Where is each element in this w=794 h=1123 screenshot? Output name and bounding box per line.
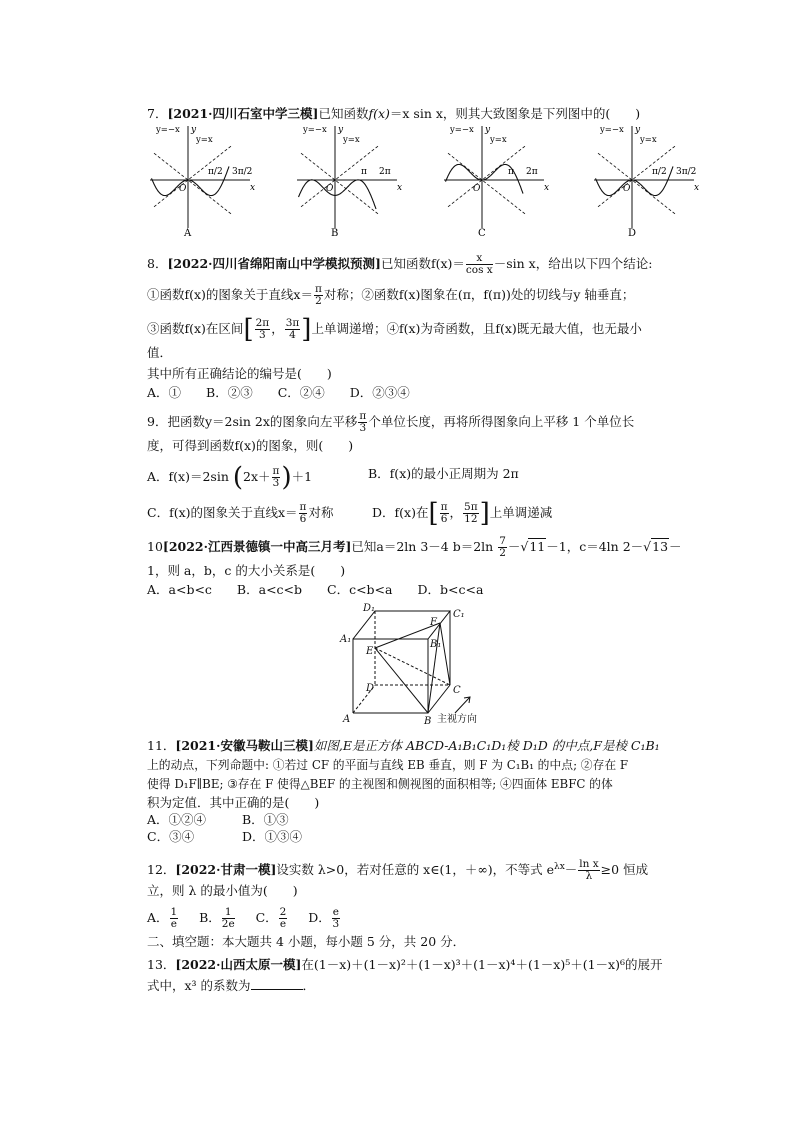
q9-option-d: D．f(x)在[ $\frac{\pi}{6}$ ， $\frac{5\pi}{12}$ ]上单调递减 xyxy=(372,498,553,529)
q11-option-c: C．③④ xyxy=(147,829,195,844)
label-y-neg-x: y=−x xyxy=(600,125,624,135)
cube-hidden-ec xyxy=(375,648,450,685)
graph-a xyxy=(150,125,255,239)
cube-label-c1: C₁ xyxy=(453,609,465,620)
label-y-x: y=x xyxy=(196,135,213,145)
graph-label: A xyxy=(184,228,192,239)
q9-stem-2: 度，可得到函数f(x)的图象，则( ) xyxy=(147,438,354,453)
q11-option-a: A．①②④ xyxy=(147,812,207,827)
q13-stem: 13．[2022·山西太原一模]在(1－x)＋(1－x)²＋(1－x)³＋(1－x)⁴＋(1－x)⁵＋(1－x)⁶的展开 xyxy=(147,957,663,972)
cube-label-a1: A₁ xyxy=(340,634,352,645)
answer-blank[interactable] xyxy=(251,979,303,990)
tick-1: π/2 xyxy=(652,167,667,177)
cube-label-d1: D₁ xyxy=(363,603,376,614)
graph-label: B xyxy=(331,228,339,239)
cube-label-f: F xyxy=(430,617,437,628)
label-origin: O xyxy=(179,184,187,194)
q8-claim-3-4: ③函数f(x)在区间[ $\frac{2\pi}{3}$ ， $\frac{3\pi}{4}$ ]上单调递增；④f(x)为奇函数，且f(x)既无最大值，也无最小 xyxy=(147,314,642,345)
q9-option-c: C．f(x)的图象关于直线x＝ $\frac{\pi}{6}$ 对称 xyxy=(147,501,334,525)
q11-line-2: 上的动点，下列命题中: ①若过 CF 的平面与直线 EB 垂直，则 F 为 C₁B₁ 的中点; ②存在 F xyxy=(147,758,629,772)
q8-fraction: $\frac{x}{\text{cos x}}$ xyxy=(465,252,493,276)
cube-line-eb xyxy=(375,648,428,713)
tick-1: π/2 xyxy=(208,167,223,177)
q8-claim-1-2: ①函数f(x)的图象关于直线x＝ $\frac{\pi}{2}$ 对称；②函数f(x)图象在(π，f(π))处的切线与y 轴垂直； xyxy=(147,283,635,307)
tick-2: 2π xyxy=(379,167,391,177)
label-y-x: y=x xyxy=(640,135,657,145)
label-y: y xyxy=(191,125,197,135)
q11-line-1: 11．[2021·安徽马鞍山三模]如图,E是正方体 ABCD-A₁B₁C₁D₁棱 D₁D 的中点,F是棱 C₁B₁ xyxy=(147,738,660,753)
cube-label-direction: 主视方向 xyxy=(437,714,477,725)
line-y-x xyxy=(301,145,379,206)
q12-options: A． $\frac{1}{e}$ B． $\frac{1}{2e}$ C． $\frac{2}{e}$ D． $\frac{e}{3}$ xyxy=(147,906,340,930)
label-y-neg-x: y=−x xyxy=(156,125,180,135)
q11-line-4: 积为定值．其中正确的是( ) xyxy=(147,795,320,810)
label-origin: O xyxy=(623,184,631,194)
tick-2: 2π xyxy=(526,167,538,177)
q7-graphs xyxy=(0,120,794,239)
q9-option-b: B．f(x)的最小正周期为 2π xyxy=(368,466,519,481)
cube-label-b: B xyxy=(424,716,432,727)
graph-c xyxy=(444,125,549,239)
label-origin: O xyxy=(473,184,481,194)
q9-option-a: A．f(x)＝2sin (2x＋ $\frac{\pi}{3}$ )＋1 xyxy=(147,462,313,493)
graph-b xyxy=(297,125,402,239)
q10-options: A．a<b<c B．a<c<b C．c<b<a D．b<c<a xyxy=(147,582,484,597)
view-direction-arrow xyxy=(455,697,470,713)
tick-1: π xyxy=(508,167,514,177)
label-x: x xyxy=(544,183,550,193)
label-origin: O xyxy=(326,184,334,194)
graph-d xyxy=(594,125,699,239)
cube-line-fc xyxy=(440,623,450,685)
line-y-neg-x xyxy=(301,153,379,214)
q12-stem-2: 立，则 λ 的最小值为( ) xyxy=(147,883,298,898)
graph-label: D xyxy=(628,228,637,239)
q8-options: A．① B．②③ C．②④ D．②③④ xyxy=(147,385,410,400)
curve xyxy=(299,180,377,209)
tick-2: 3π/2 xyxy=(232,167,253,177)
q12-stem: 12．[2022·甘肃一模]设实数 λ>0，若对任意的 x∈(1，＋∞)，不等式 $e^{\lambda x}-$ $\frac{\text{ln x}}{\lambda}$ ≥0 恒成 xyxy=(147,858,649,883)
line-y-neg-x xyxy=(448,153,526,214)
label-y-neg-x: y=−x xyxy=(303,125,327,135)
q13-stem-2: 式中，x³ 的系数为 ． xyxy=(147,978,316,993)
cube-label-d: D xyxy=(366,683,375,694)
q11-option-b: B．①③ xyxy=(242,812,289,827)
label-y-x: y=x xyxy=(490,135,507,145)
cube-label-a: A xyxy=(343,714,351,725)
line-y-neg-x xyxy=(154,153,232,214)
q10-stem: 10[2022·江西景德镇一中高三月考]已知a＝2ln 3－4 b＝2ln $\frac{7}{2}$ －√11－1，c＝4ln 2－√13－ xyxy=(147,535,682,559)
cube-figure xyxy=(0,600,794,730)
q11-option-d: D．①③④ xyxy=(242,829,303,844)
cube-label-e: E xyxy=(366,646,374,657)
q8-claim-end: 值． xyxy=(147,345,173,360)
cube-front-face xyxy=(353,639,428,713)
q8-ask: 其中所有正确结论的编号是( ) xyxy=(147,366,332,381)
label-y: y xyxy=(635,125,641,135)
q7-stem: 7．[2021·四川石室中学三模]已知函数f(x)＝x sin x，则其大致图象是下列图中的( ) xyxy=(147,106,641,121)
q8-stem: 8．[2022·四川省绵阳南山中学模拟预测]已知函数f(x)＝ $\frac{x}{\text{cos x}}$ －sin x，给出以下四个结论: xyxy=(147,252,653,276)
q11-line-3: 使得 D₁F∥BE; ③存在 F 使得△BEF 的主视图和侧视图的面积相等; ④四面体 EBFC 的体 xyxy=(147,777,613,791)
graph-label: C xyxy=(478,228,486,239)
tick-2: 3π/2 xyxy=(676,167,697,177)
label-y: y xyxy=(485,125,491,135)
label-y: y xyxy=(338,125,344,135)
cube-label-c: C xyxy=(453,685,461,696)
label-x: x xyxy=(694,183,700,193)
q10-stem-2: 1，则 a，b，c 的大小关系是( ) xyxy=(147,563,346,578)
q9-stem: 9．把函数y＝2sin 2x的图象向左平移 $\frac{\pi}{3}$ 个单位长度，再将所得图象向上平移 1 个单位长 xyxy=(147,410,635,434)
section-2-heading: 二、填空题：本大题共 4 小题，每小题 5 分，共 20 分． xyxy=(147,934,466,949)
line-y-neg-x xyxy=(598,153,676,214)
label-x: x xyxy=(250,183,256,193)
label-x: x xyxy=(397,183,403,193)
tick-1: π xyxy=(361,167,367,177)
cube-label-b1: B₁ xyxy=(430,639,442,650)
line-y-x xyxy=(448,145,526,206)
label-y-x: y=x xyxy=(343,135,360,145)
label-y-neg-x: y=−x xyxy=(450,125,474,135)
